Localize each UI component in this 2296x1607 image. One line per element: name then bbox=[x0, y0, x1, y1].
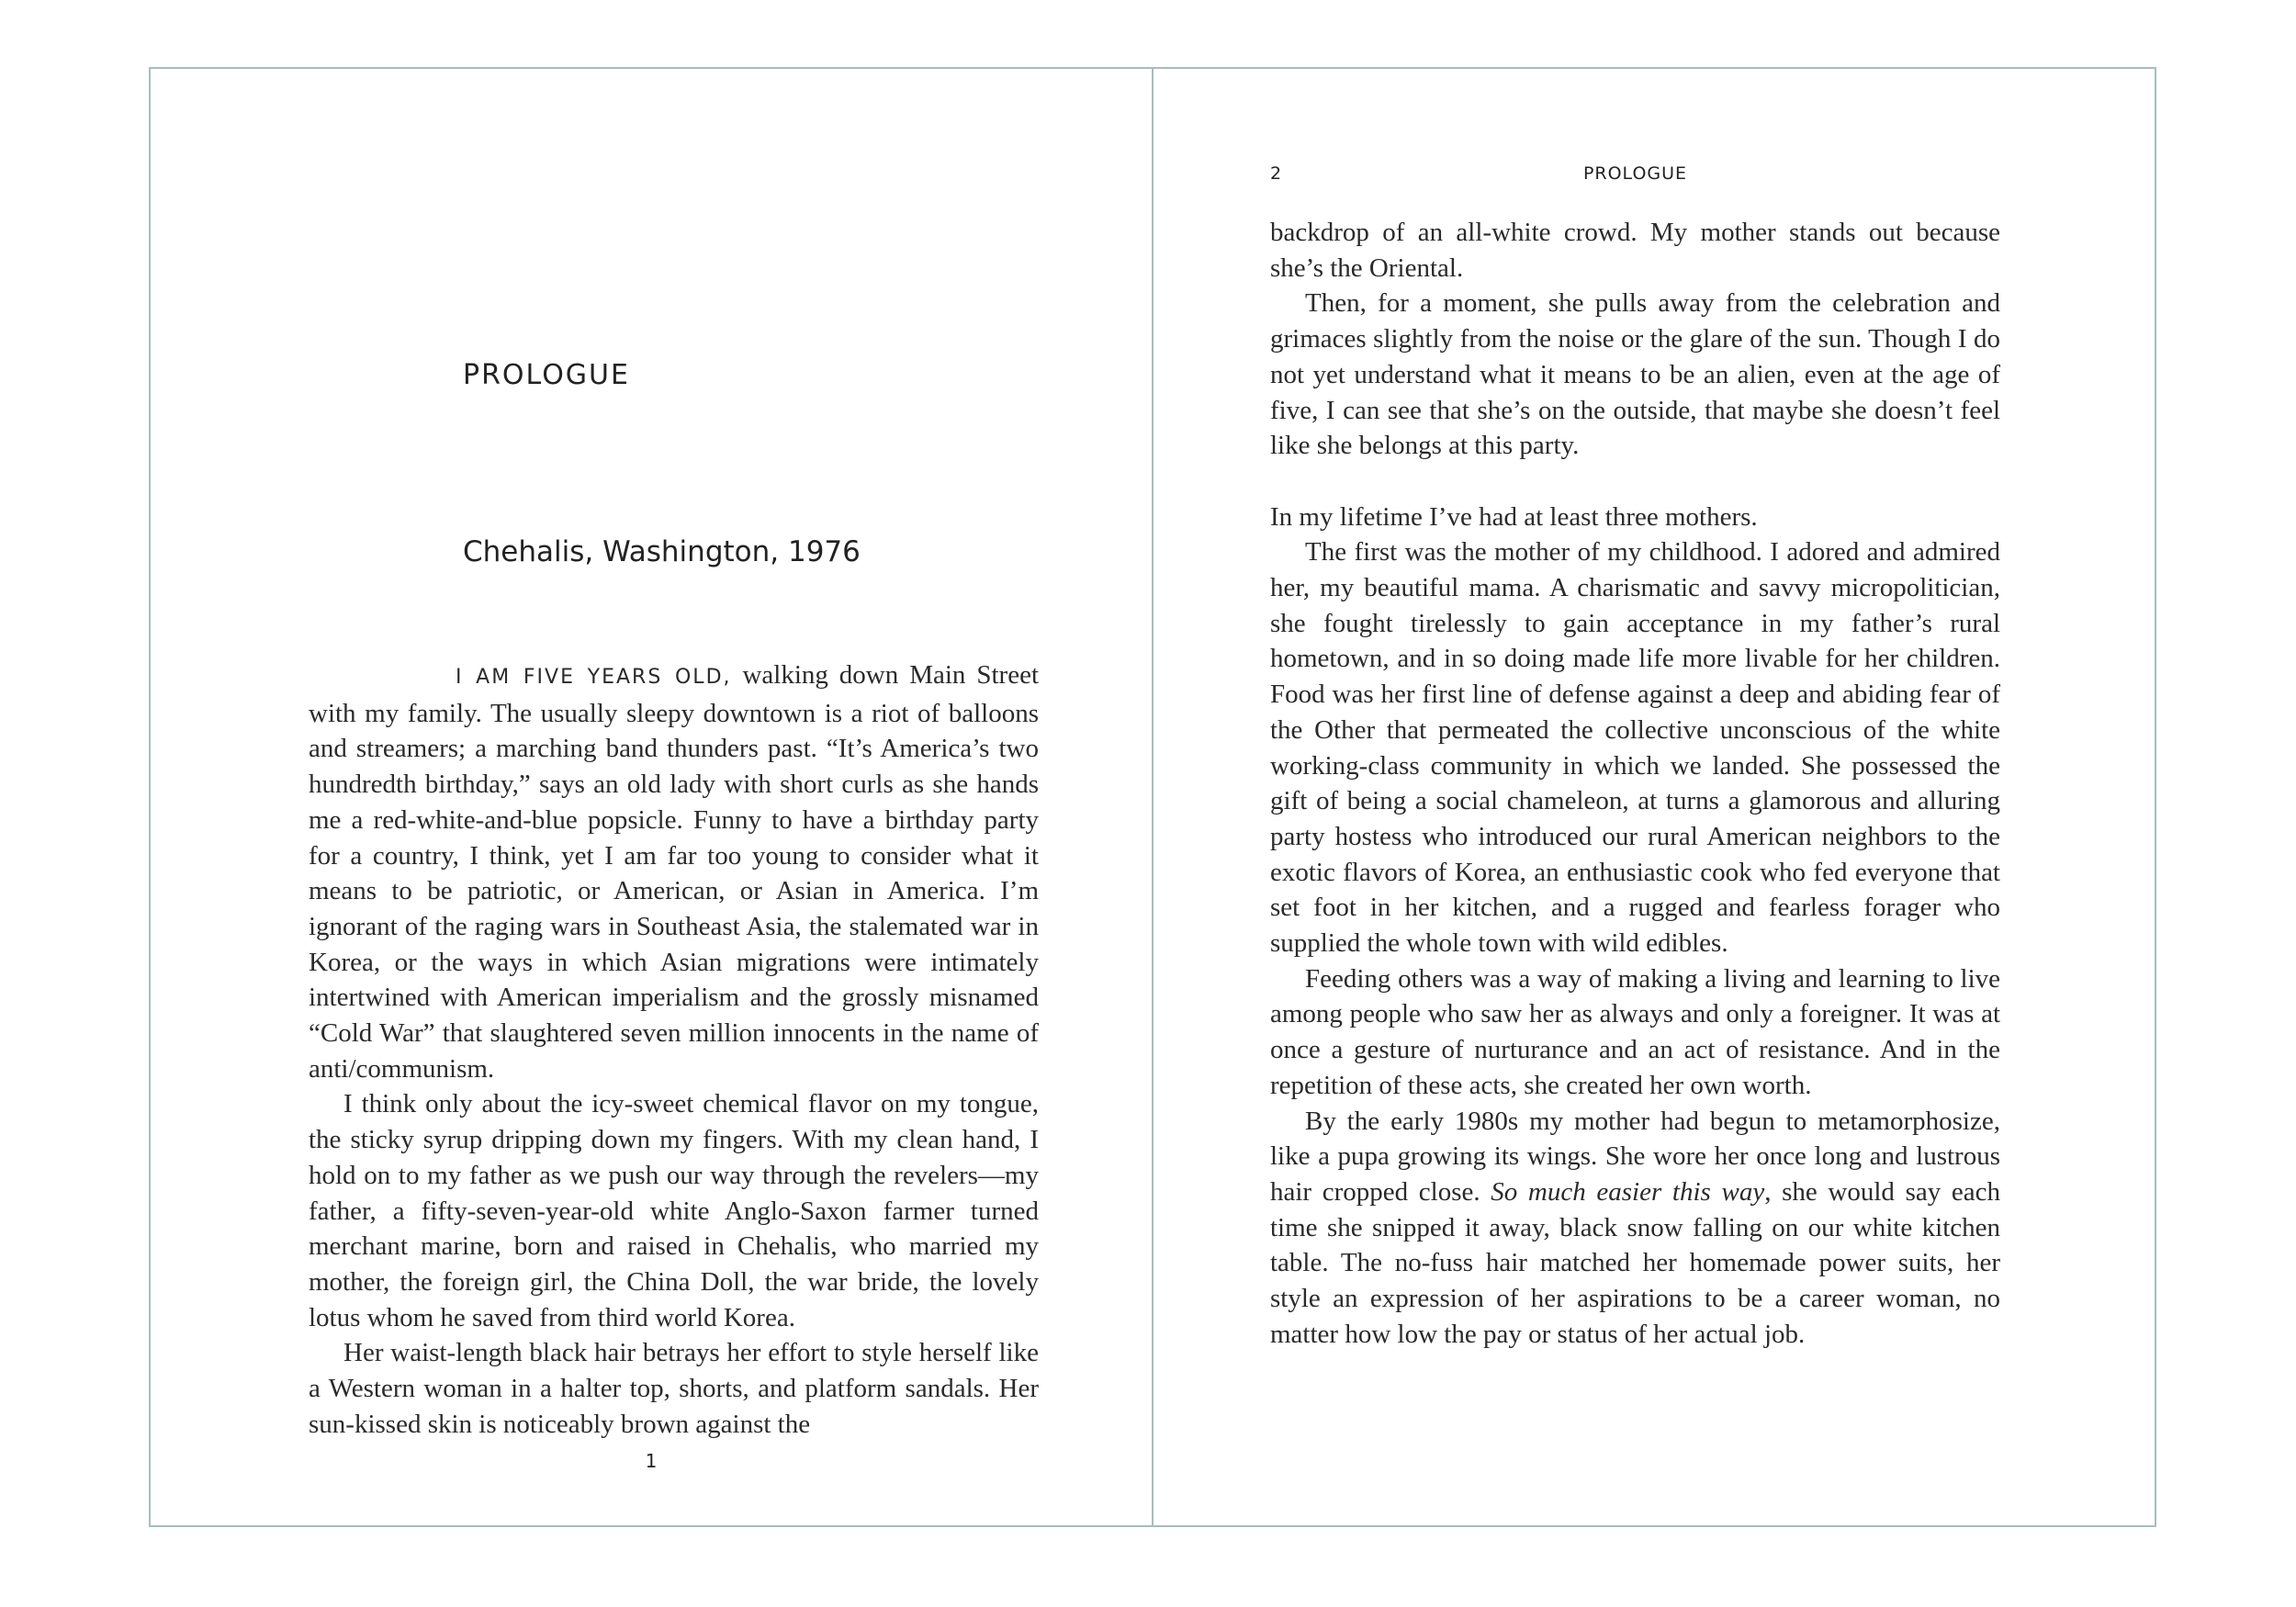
paragraph bbox=[1270, 1104, 2000, 1353]
paragraph: In my lifetime I’ve had at least three mothers. bbox=[1270, 501, 1758, 532]
opening-smallcaps: I AM FIVE YEARS OLD, bbox=[456, 666, 732, 689]
place-heading: Chehalis, Washington, 1976 bbox=[463, 535, 861, 568]
running-head bbox=[1270, 163, 2000, 191]
paragraph: Her waist-length black hair betrays her effort to style herself like a Western woman in a halter top, shorts, and platform sandals. Her sun-kissed skin is noticeably brown against the bbox=[309, 1338, 1039, 1439]
paragraph: Feeding others was a way of making a living and learning to live among people who saw her as always and only a foreigner. It was at once a gesture of nurturance and an act of resistance. And in the repetition of these acts, she created her own worth. bbox=[1270, 963, 2000, 1100]
right-page bbox=[1152, 67, 2156, 1527]
paragraph-text: , she would say each time she snipped it away, black snow falling on our white kitchen table. The no-fuss hair matched her homemade power suits, her style an expression of her aspirations to be a career woman, no matter how low the pay or status of her actual job. bbox=[1270, 1176, 2000, 1349]
right-page-body bbox=[1270, 215, 2000, 1352]
paragraph: Then, for a moment, she pulls away from the celebration and grimaces slightly from the noise or the glare of the sun. Though I do not yet understand what it means to be an alien, even at the age of five, I can see that she’s on the outside, that maybe she doesn’t feel like she belongs at this party. bbox=[1270, 288, 2000, 461]
running-head-title: PROLOGUE bbox=[1582, 163, 1688, 184]
paragraph bbox=[309, 657, 1039, 1086]
paragraph: I think only about the icy-sweet chemical flavor on my tongue, the sticky syrup dripping down my fingers. With my clean hand, I hold on to my father as we push our way through the revelers—my father, a fifty-seven-year-old white Anglo-Saxon farmer turned merchant marine, born and raised in Chehalis, who married my mother, the foreign girl, the China Doll, the war bride, the lovely lotus whom he saved from third world Korea. bbox=[309, 1089, 1039, 1332]
paragraph: The first was the mother of my childhood. I adored and admired her, my beautiful mama. A charismatic and savvy micropolitician, she fought tirelessly to gain acceptance in my father’s rural hometown, and in so doing made life more livable for her children. Food was her first line of defense against a deep and abiding fear of the Other that permeated the collective unconscious of the white working-class community in which we landed. She possessed the gift of being a social chameleon, at turns a glamorous and alluring party hostess who introduced our rural American neighbors to the exotic flavors of Korea, an enthusiastic cook who fed everyone that set foot in her kitchen, and a rugged and fearless forager who supplied the whole town with wild edibles. bbox=[1270, 537, 2000, 959]
page-number: 2 bbox=[1270, 163, 1282, 184]
chapter-title: PROLOGUE bbox=[463, 359, 630, 391]
left-page bbox=[149, 67, 1154, 1527]
paragraph: backdrop of an all-white crowd. My mother stands out because she’s the Oriental. bbox=[1270, 218, 2000, 283]
paragraph-text: walking down Main Street with my family. The usually sleepy downtown is a riot of balloons and streamers; a marching band thunders past. “It’s America’s two hundredth birthday,” says an old lady with short curls as she hands me a red-white-and-blue popsicle. Funny to have a birthday party for a country, I think, yet I am far too young to consider what it means to be patriotic, or American, or Asian in America. I’m ignorant of the raging wars in Southeast Asia, the stalemated war in Korea, or the ways in which Asian migrations were intimately intertwined with American imperialism and the grossly misnamed “Cold War” that slaughtered seven million innocents in the name of anti/communism. bbox=[309, 660, 1039, 1084]
left-page-body bbox=[309, 657, 1039, 1442]
italic-phrase: So much easier this way bbox=[1491, 1176, 1765, 1207]
paragraph-text: By the early 1980s my mother had begun to metamorphosize, like a pupa growing its wings. She wore her once long and lustrous hair cropped close. bbox=[1270, 1106, 2000, 1207]
page-number: 1 bbox=[645, 1450, 658, 1472]
